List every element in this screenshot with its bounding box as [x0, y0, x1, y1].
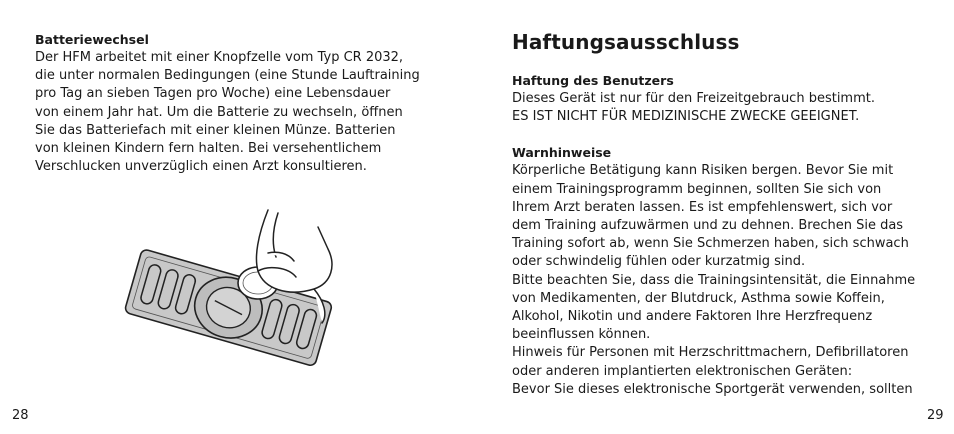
- user-liability-heading: Haftung des Benutzers: [512, 73, 674, 88]
- warnings-heading: Warnhinweise: [512, 145, 612, 161]
- disclaimer-body: [512, 72, 932, 399]
- section-gap: [512, 126, 932, 144]
- battery-change-heading: Batteriewechsel: [35, 32, 149, 47]
- battery-change-paragraph: Der HFM arbeitet mit einer Knopfzelle vom Typ CR 2032, die unter normalen Bedingungen (eine Stunde Lauftraining pro Tag an sieben Tagen pro Woche) eine Lebensdauer von einem Jahr hat. Um die Batterie zu wechseln, öffnen Sie das Batteriefach mit einer kleinen Münze. Batterien von kleinen Kindern fern halten. Bei versehentlichem Verschlucken unverzüglich einen Arzt konsultieren.: [35, 50, 420, 175]
- warnings-paragraph: Körperliche Betätigung kann Risiken bergen. Bevor Sie mit einem Trainingsprogramm beginnen, sollten Sie sich von Ihrem Arzt beraten lassen. Es ist empfehlenswert, sich vor dem Training aufzuwärmen und zu dehnen. Brechen Sie das Training sofort ab, wenn Sie Schmerzen haben, sich schwach oder schwindelig fühlen oder kurzatmig sind. Bitte beachten Sie, dass die Trainingsintensität, die Einnahme von Medikamenten, der Blutdruck, Asthma sowie Koffein, Alkohol, Nikotin und andere Faktoren Ihre Herzfrequenz beeinflussen können. Hinweis für Personen mit Herzschrittmachern, Defibrillatoren oder anderen implantierten elektronischen Geräten: Bevor Sie dieses elektronische Sportgerät verwenden, sollten: [512, 163, 916, 397]
- battery-replacement-illustration: [118, 205, 338, 389]
- battery-change-section: [35, 31, 445, 176]
- user-liability-paragraph: Dieses Gerät ist nur für den Freizeitgebrauch bestimmt. ES IST NICHT FÜR MEDIZINISCHE ZWECKE GEEIGNET.: [512, 91, 875, 125]
- battery-replacement-icon: [118, 205, 338, 385]
- page-title: Haftungsausschluss: [512, 30, 740, 54]
- page-number-right: 29: [927, 408, 944, 423]
- page-number-left: 28: [12, 408, 29, 423]
